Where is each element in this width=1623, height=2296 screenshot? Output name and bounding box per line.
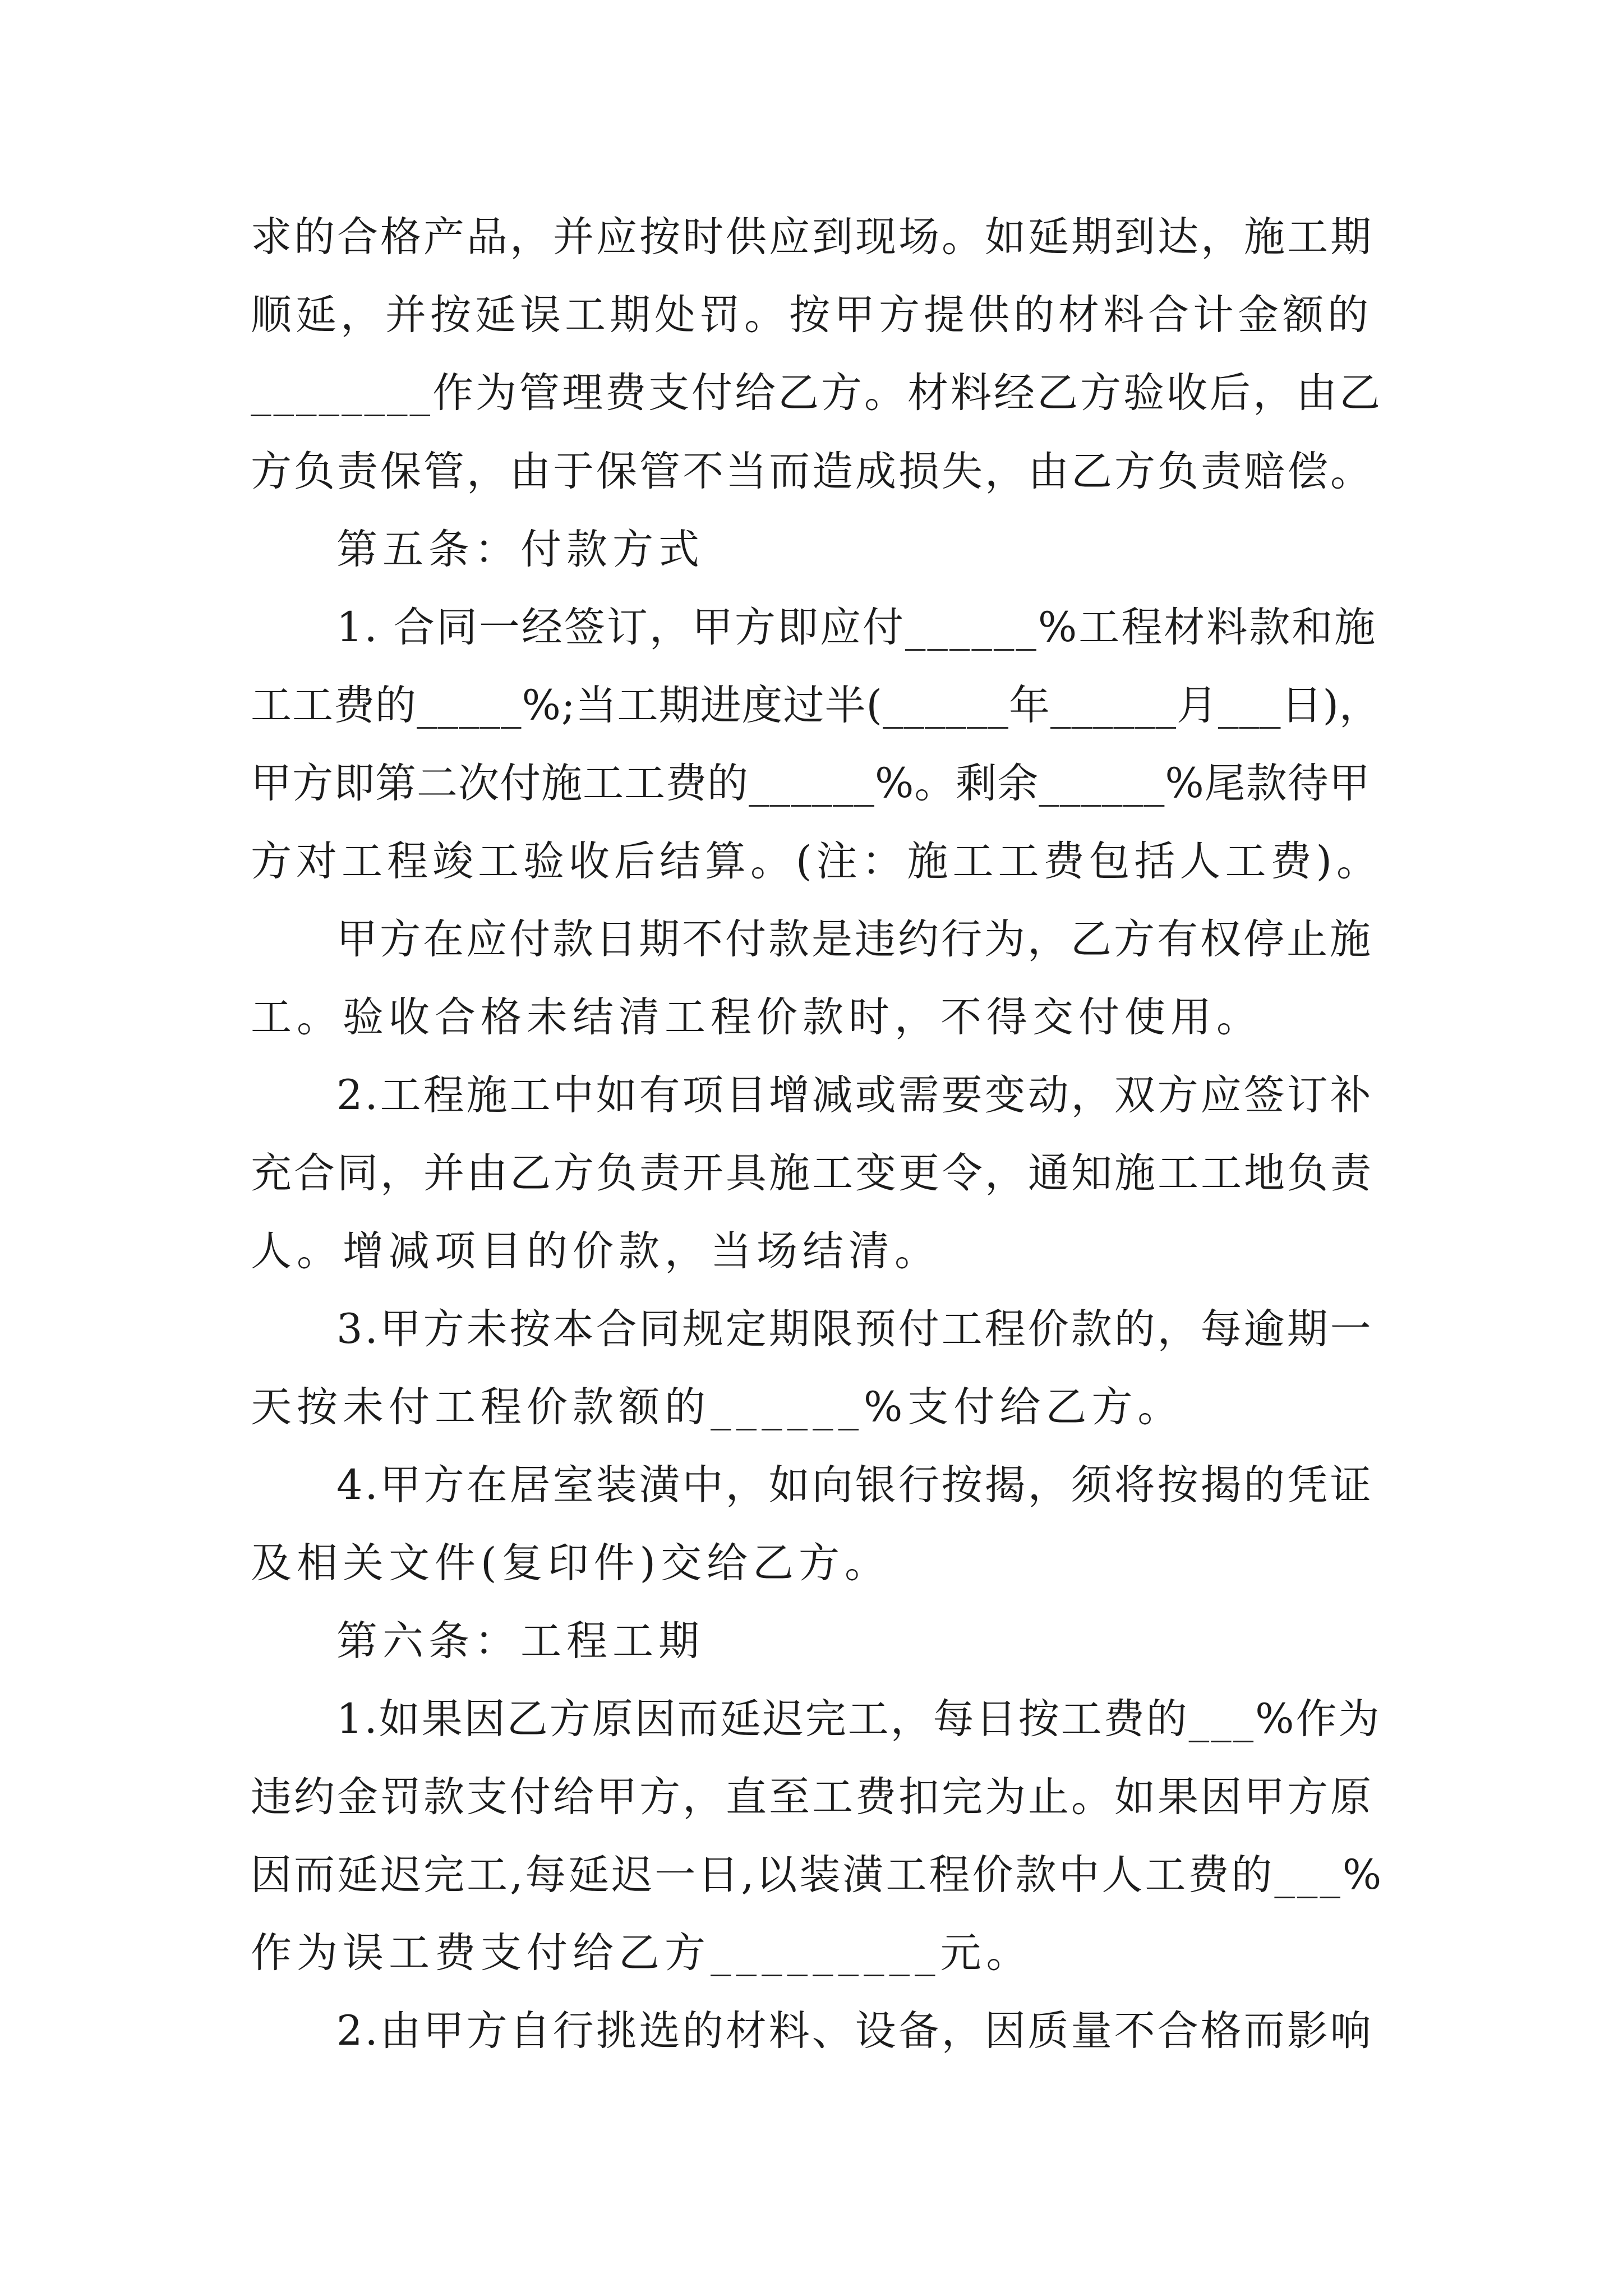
body-text-line: 工工费的_____%;当工期进度过半(______年______月___日)， [251, 682, 1381, 729]
body-text-line: 违约金罚款支付给甲方，直至工费扣完为止。如果因甲方原 [251, 1773, 1373, 1821]
paragraph-line: 甲方在应付款日期不付款是违约行为，乙方有权停止施 [336, 915, 1373, 963]
body-text-line: 方负责保管，由于保管不当而造成损失，由乙方负责赔偿。 [251, 448, 1373, 495]
body-text-line: 因而延迟完工,每延迟一日,以装潢工程价款中人工费的___% [251, 1851, 1384, 1899]
clause-line: 4.甲方在居室装潢中，如向银行按揭，须将按揭的凭证 [336, 1461, 1373, 1509]
section-heading: 第六条：工程工期 [336, 1617, 704, 1665]
body-text-line: 作为误工费支付给乙方_________元。 [251, 1929, 1032, 1977]
section-heading: 第五条：付款方式 [336, 526, 704, 573]
clause-line: 2.由甲方自行挑选的材料、设备，因质量不合格而影响 [336, 2007, 1373, 2055]
clause-line: 1. 合同一经签订，甲方即应付______%工程材料款和施 [336, 604, 1377, 651]
body-text-line: 方对工程竣工验收后结算。(注：施工工费包括人工费)。 [251, 838, 1382, 885]
body-text-line: 天按未付工程价款额的______%支付给乙方。 [251, 1383, 1184, 1431]
clause-line: 1.如果因乙方原因而延迟完工，每日按工费的___%作为 [336, 1695, 1381, 1743]
body-text-line: 充合同，并由乙方负责开具施工变更令，通知施工工地负责 [251, 1149, 1373, 1197]
body-text-line: 工。验收合格未结清工程价款时，不得交付使用。 [251, 993, 1262, 1041]
body-text-line: 及相关文件(复印件)交给乙方。 [251, 1539, 891, 1587]
clause-line: 3.甲方未按本合同规定期限预付工程价款的，每逾期一 [336, 1305, 1373, 1353]
body-text-line: 人。增减项目的价款，当场结清。 [251, 1227, 940, 1275]
body-text-line: 顺延，并按延误工期处罚。按甲方提供的材料合计金额的 [251, 291, 1372, 339]
clause-line: 2.工程施工中如有项目增减或需要变动，双方应签订补 [336, 1071, 1373, 1119]
body-text-line: 甲方即第二次付施工工费的______%。剩余______%尾款待甲 [251, 760, 1371, 807]
body-text-line: 求的合格产品，并应按时供应到现场。如延期到达，施工期 [251, 213, 1373, 261]
body-text-line: ________作为管理费支付给乙方。材料经乙方验收后，由乙 [251, 369, 1382, 417]
